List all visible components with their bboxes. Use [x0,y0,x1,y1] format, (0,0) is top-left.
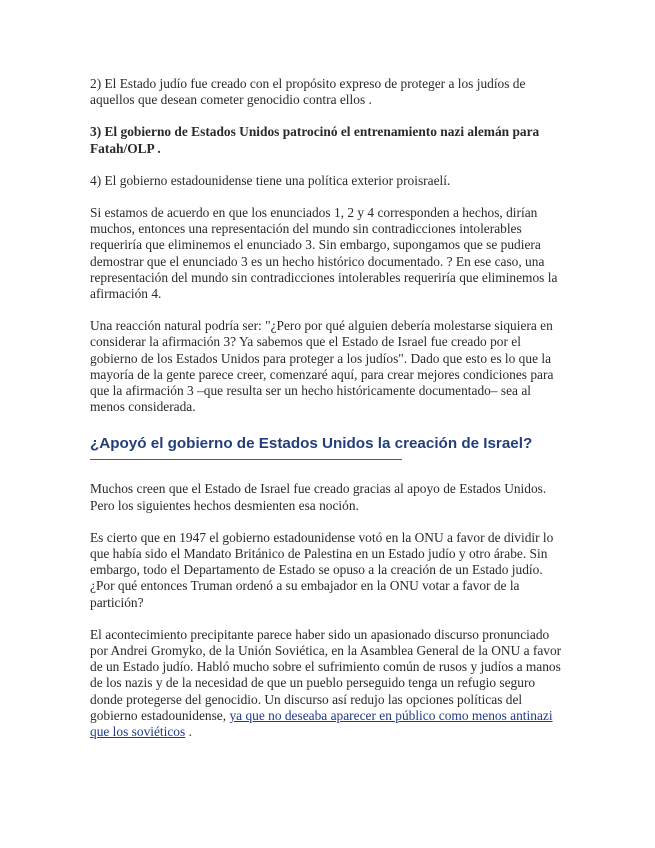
paragraph-statement-2: 2) El Estado judío fue creado con el propósito expreso de proteger a los judíos de aquellos que desean cometer genocidio contra ellos . [90,76,526,108]
paragraph-gromyko-end: . [185,724,192,740]
paragraph-argument: Si estamos de acuerdo en que los enunciados 1, 2 y 4 corresponden a hechos, dirían muchos, entonces una representación del mundo sin contradicciones intolerables requeriría que eliminemos el enunciado 3. Sin embargo, supongamos que se pudiera demostrar que el enunciado 3 es un hecho histórico documentado. ? En ese caso, una representación del mundo sin contradicciones intolerables requeriría que eliminemos la afirmación 4. [90,205,558,302]
heading-underline-rule: ———————————————————————— [90,453,402,466]
paragraph-gromyko [90,627,568,740]
paragraph-statement-3: 3) El gobierno de Estados Unidos patrocinó el entrenamiento nazi alemán para Fatah/OLP . [90,124,540,156]
paragraph-reaction: Una reacción natural podría ser: "¿Pero por qué alguien debería molestarse siquiera en considerar la afirmación 3? Ya sabemos que el Estado de Israel fue creado por el gobierno de los Estados Unidos para proteger a los judíos". Dado que esto es lo que la mayoría de la gente parece creer, comenzaré aquí, para crear mejores condiciones para que la afirmación 3 –que resulta ser un hecho históricamente documentado– sea al menos considerada. [90,318,554,415]
paragraph-belief: Muchos creen que el Estado de Israel fue creado gracias al apoyo de Estados Unidos. Pero los siguientes hechos desmienten esa noción. [90,481,547,513]
paragraph-gromyko-text: El acontecimiento precipitante parece haber sido un apasionado discurso pronunciado por Andrei Gromyko, de la Unión Soviética, en la Asamblea General de la ONU a favor de un Estado judío. Habló mucho sobre el sufrimiento común de rusos y judíos a manos de los nazis y de la necesidad de que un pueblo perseguido tenga un refugio seguro donde protegerse del genocidio. Un discurso así redujo las opciones políticas del gobierno estadounidense, [90,626,562,723]
paragraph-1947-vote: Es cierto que en 1947 el gobierno estadounidense votó en la ONU a favor de dividir lo que había sido el Mandato Británico de Palestina en un Estado judío y otro árabe. Sin embargo, todo el Departamento de Estado se opuso a la creación de un Estado judío. ¿Por qué entonces Truman ordenó a su embajador en la ONU votar a favor de la partición? [90,529,554,610]
paragraph-statement-4: 4) El gobierno estadounidense tiene una política exterior proisraelí. [90,172,451,188]
document-page [90,76,568,756]
section-heading: ¿Apoyó el gobierno de Estados Unidos la creación de Israel? [90,435,533,453]
antinazi-link[interactable]: ya que no deseaba aparecer en público como menos antinazi que los soviéticos [90,707,553,740]
